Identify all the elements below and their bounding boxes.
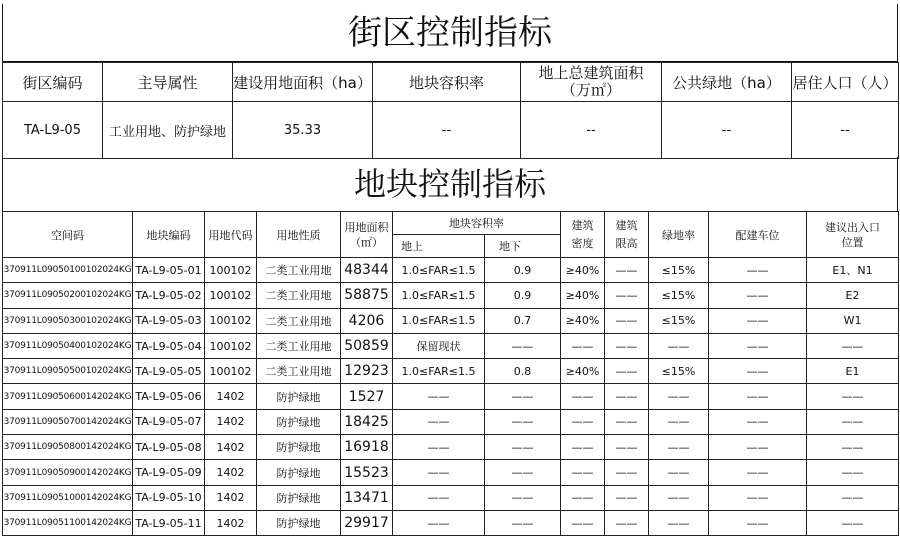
land-code-cell: 100102 [205,359,257,384]
entrance-location-cell: —— [807,384,899,409]
header-plot-ratio: 地块容积率 [393,212,561,235]
header-land-area: 用地面积（㎡） [341,212,393,258]
plot-code-cell: TA-L9-05-10 [133,485,205,510]
land-type-cell: 二类工业用地 [257,308,341,333]
green-ratio-cell: —— [649,435,709,460]
height-limit-cell: —— [605,435,649,460]
plot-code-cell: TA-L9-05-09 [133,460,205,485]
plot-table-body [3,258,899,536]
far-above-cell: —— [393,460,485,485]
building-density-cell: —— [561,510,605,535]
header-green-ratio: 绿地率 [649,212,709,258]
far-above-cell: 保留现状 [393,333,485,358]
building-density-cell: ≥40% [561,258,605,283]
far-below-cell: 0.8 [485,359,561,384]
far-above-cell: —— [393,435,485,460]
land-area-cell: 58875 [341,283,393,308]
land-area-cell: 48344 [341,258,393,283]
land-code-cell: 1402 [205,384,257,409]
entrance-location-cell: —— [807,409,899,434]
green-ratio-cell: —— [649,460,709,485]
land-area-cell: 4206 [341,308,393,333]
header-far-above-ground: 地上 [393,235,485,258]
height-limit-cell: —— [605,510,649,535]
land-type-cell: 防护绿地 [257,409,341,434]
space-code-cell: 370911L09051000142024KG [3,485,133,510]
plot-code-cell: TA-L9-05-11 [133,510,205,535]
land-area-cell: 50859 [341,333,393,358]
space-code-cell: 370911L09050200102024KG [3,283,133,308]
plot-table-row [3,435,899,460]
land-code-cell: 1402 [205,409,257,434]
building-density-cell: —— [561,460,605,485]
building-density-cell: —— [561,384,605,409]
plot-code-cell: TA-L9-05-04 [133,333,205,358]
land-code-cell: 100102 [205,308,257,333]
entrance-location-cell: —— [807,435,899,460]
green-ratio-cell: ≤15% [649,359,709,384]
parking-spaces-cell: —— [709,333,807,358]
land-area-cell: 12923 [341,359,393,384]
building-density-cell: —— [561,435,605,460]
value-dominant-attribute: 工业用地、防护绿地 [103,102,233,159]
value-above-ground-floor-area: -- [521,102,662,159]
header-space-code: 空间码 [3,212,133,258]
entrance-location-cell: W1 [807,308,899,333]
entrance-location-cell: E1 [807,359,899,384]
land-type-cell: 防护绿地 [257,384,341,409]
land-type-cell: 二类工业用地 [257,283,341,308]
value-public-green-space: -- [662,102,792,159]
plot-code-cell: TA-L9-05-03 [133,308,205,333]
parking-spaces-cell: —— [709,510,807,535]
far-below-cell: —— [485,460,561,485]
entrance-location-cell: —— [807,460,899,485]
land-type-cell: 二类工业用地 [257,359,341,384]
space-code-cell: 370911L09050400102024KG [3,333,133,358]
entrance-location-cell: E2 [807,283,899,308]
green-ratio-cell: —— [649,485,709,510]
plot-table-row [3,359,899,384]
far-above-cell: —— [393,384,485,409]
far-above-cell: 1.0≤FAR≤1.5 [393,258,485,283]
far-below-cell: —— [485,384,561,409]
plot-code-cell: TA-L9-05-08 [133,435,205,460]
height-limit-cell: —— [605,359,649,384]
header-parking-spaces: 配建车位 [709,212,807,258]
plot-table-row [3,409,899,434]
block-table-header-row [3,63,899,102]
land-area-cell: 15523 [341,460,393,485]
height-limit-cell: —— [605,333,649,358]
header-plot-ratio: 地块容积率 [373,63,521,102]
building-density-cell: ≥40% [561,308,605,333]
entrance-location-cell: —— [807,485,899,510]
land-type-cell: 防护绿地 [257,510,341,535]
far-above-cell: 1.0≤FAR≤1.5 [393,359,485,384]
height-limit-cell: —— [605,485,649,510]
far-below-cell: —— [485,333,561,358]
land-type-cell: 防护绿地 [257,460,341,485]
entrance-location-cell: E1、N1 [807,258,899,283]
land-type-cell: 防护绿地 [257,485,341,510]
entrance-location-cell: —— [807,510,899,535]
parking-spaces-cell: —— [709,460,807,485]
far-above-cell: —— [393,485,485,510]
plot-control-table [2,211,899,536]
plot-code-cell: TA-L9-05-01 [133,258,205,283]
header-entrance-location: 建议出入口位置 [807,212,899,258]
header-height-limit: 建筑限高 [605,212,649,258]
parking-spaces-cell: —— [709,308,807,333]
land-area-cell: 16918 [341,435,393,460]
header-dominant-attribute: 主导属性 [103,63,233,102]
space-code-cell: 370911L09050500102024KG [3,359,133,384]
document-page [2,0,898,540]
block-control-table [2,62,899,159]
building-density-cell: —— [561,485,605,510]
building-density-cell: ≥40% [561,359,605,384]
parking-spaces-cell: —— [709,283,807,308]
height-limit-cell: —— [605,460,649,485]
header-construction-land-area: 建设用地面积（ha） [233,63,373,102]
header-land-code: 用地代码 [205,212,257,258]
far-below-cell: 0.9 [485,283,561,308]
parking-spaces-cell: —— [709,485,807,510]
far-below-cell: 0.7 [485,308,561,333]
land-code-cell: 1402 [205,435,257,460]
header-plot-code: 地块编码 [133,212,205,258]
plot-table-header-row [3,212,899,235]
green-ratio-cell: —— [649,384,709,409]
green-ratio-cell: ≤15% [649,283,709,308]
land-area-cell: 1527 [341,384,393,409]
plot-code-cell: TA-L9-05-05 [133,359,205,384]
parking-spaces-cell: —— [709,384,807,409]
land-type-cell: 二类工业用地 [257,333,341,358]
green-ratio-cell: —— [649,510,709,535]
plot-table-row [3,460,899,485]
header-block-code: 街区编码 [3,63,103,102]
height-limit-cell: —— [605,308,649,333]
header-above-ground-floor-area: 地上总建筑面积（万㎡） [521,63,662,102]
land-code-cell: 100102 [205,283,257,308]
header-building-density: 建筑密度 [561,212,605,258]
parking-spaces-cell: —— [709,409,807,434]
far-above-cell: 1.0≤FAR≤1.5 [393,308,485,333]
parking-spaces-cell: —— [709,435,807,460]
far-below-cell: —— [485,409,561,434]
land-code-cell: 100102 [205,333,257,358]
plot-table-row [3,283,899,308]
space-code-cell: 370911L09050300102024KG [3,308,133,333]
space-code-cell: 370911L09050700142024KG [3,409,133,434]
land-area-cell: 18425 [341,409,393,434]
height-limit-cell: —— [605,283,649,308]
land-code-cell: 1402 [205,460,257,485]
plot-control-title: 地块控制指标 [2,157,898,211]
plot-code-cell: TA-L9-05-02 [133,283,205,308]
height-limit-cell: —— [605,409,649,434]
height-limit-cell: —— [605,384,649,409]
far-below-cell: —— [485,435,561,460]
land-area-cell: 29917 [341,510,393,535]
building-density-cell: —— [561,333,605,358]
green-ratio-cell: —— [649,333,709,358]
building-density-cell: —— [561,409,605,434]
space-code-cell: 370911L09050600142024KG [3,384,133,409]
far-above-cell: —— [393,409,485,434]
land-code-cell: 1402 [205,485,257,510]
plot-table-row [3,308,899,333]
land-type-cell: 防护绿地 [257,435,341,460]
header-far-below-ground: 地下 [485,235,561,258]
parking-spaces-cell: —— [709,258,807,283]
far-below-cell: —— [485,485,561,510]
green-ratio-cell: ≤15% [649,258,709,283]
far-below-cell: —— [485,510,561,535]
plot-table-row [3,258,899,283]
height-limit-cell: —— [605,258,649,283]
green-ratio-cell: ≤15% [649,308,709,333]
plot-table-row [3,384,899,409]
building-density-cell: ≥40% [561,283,605,308]
value-construction-land-area: 35.33 [233,102,373,159]
value-block-code: TA-L9-05 [3,102,103,159]
plot-table-row [3,485,899,510]
far-above-cell: —— [393,510,485,535]
land-area-cell: 13471 [341,485,393,510]
plot-code-cell: TA-L9-05-07 [133,409,205,434]
green-ratio-cell: —— [649,409,709,434]
header-resident-population: 居住人口（人） [792,63,899,102]
value-plot-ratio: -- [373,102,521,159]
parking-spaces-cell: —— [709,359,807,384]
space-code-cell: 370911L09050800142024KG [3,435,133,460]
block-table-value-row [3,102,899,159]
header-land-type: 用地性质 [257,212,341,258]
entrance-location-cell: —— [807,333,899,358]
space-code-cell: 370911L09051100142024KG [3,510,133,535]
header-public-green-space: 公共绿地（ha） [662,63,792,102]
plot-code-cell: TA-L9-05-06 [133,384,205,409]
plot-table-row [3,333,899,358]
space-code-cell: 370911L09050100102024KG [3,258,133,283]
far-below-cell: 0.9 [485,258,561,283]
land-code-cell: 100102 [205,258,257,283]
block-control-title: 街区控制指标 [2,4,898,62]
land-type-cell: 二类工业用地 [257,258,341,283]
value-resident-population: -- [792,102,899,159]
space-code-cell: 370911L09050900142024KG [3,460,133,485]
far-above-cell: 1.0≤FAR≤1.5 [393,283,485,308]
plot-table-row [3,510,899,535]
land-code-cell: 1402 [205,510,257,535]
